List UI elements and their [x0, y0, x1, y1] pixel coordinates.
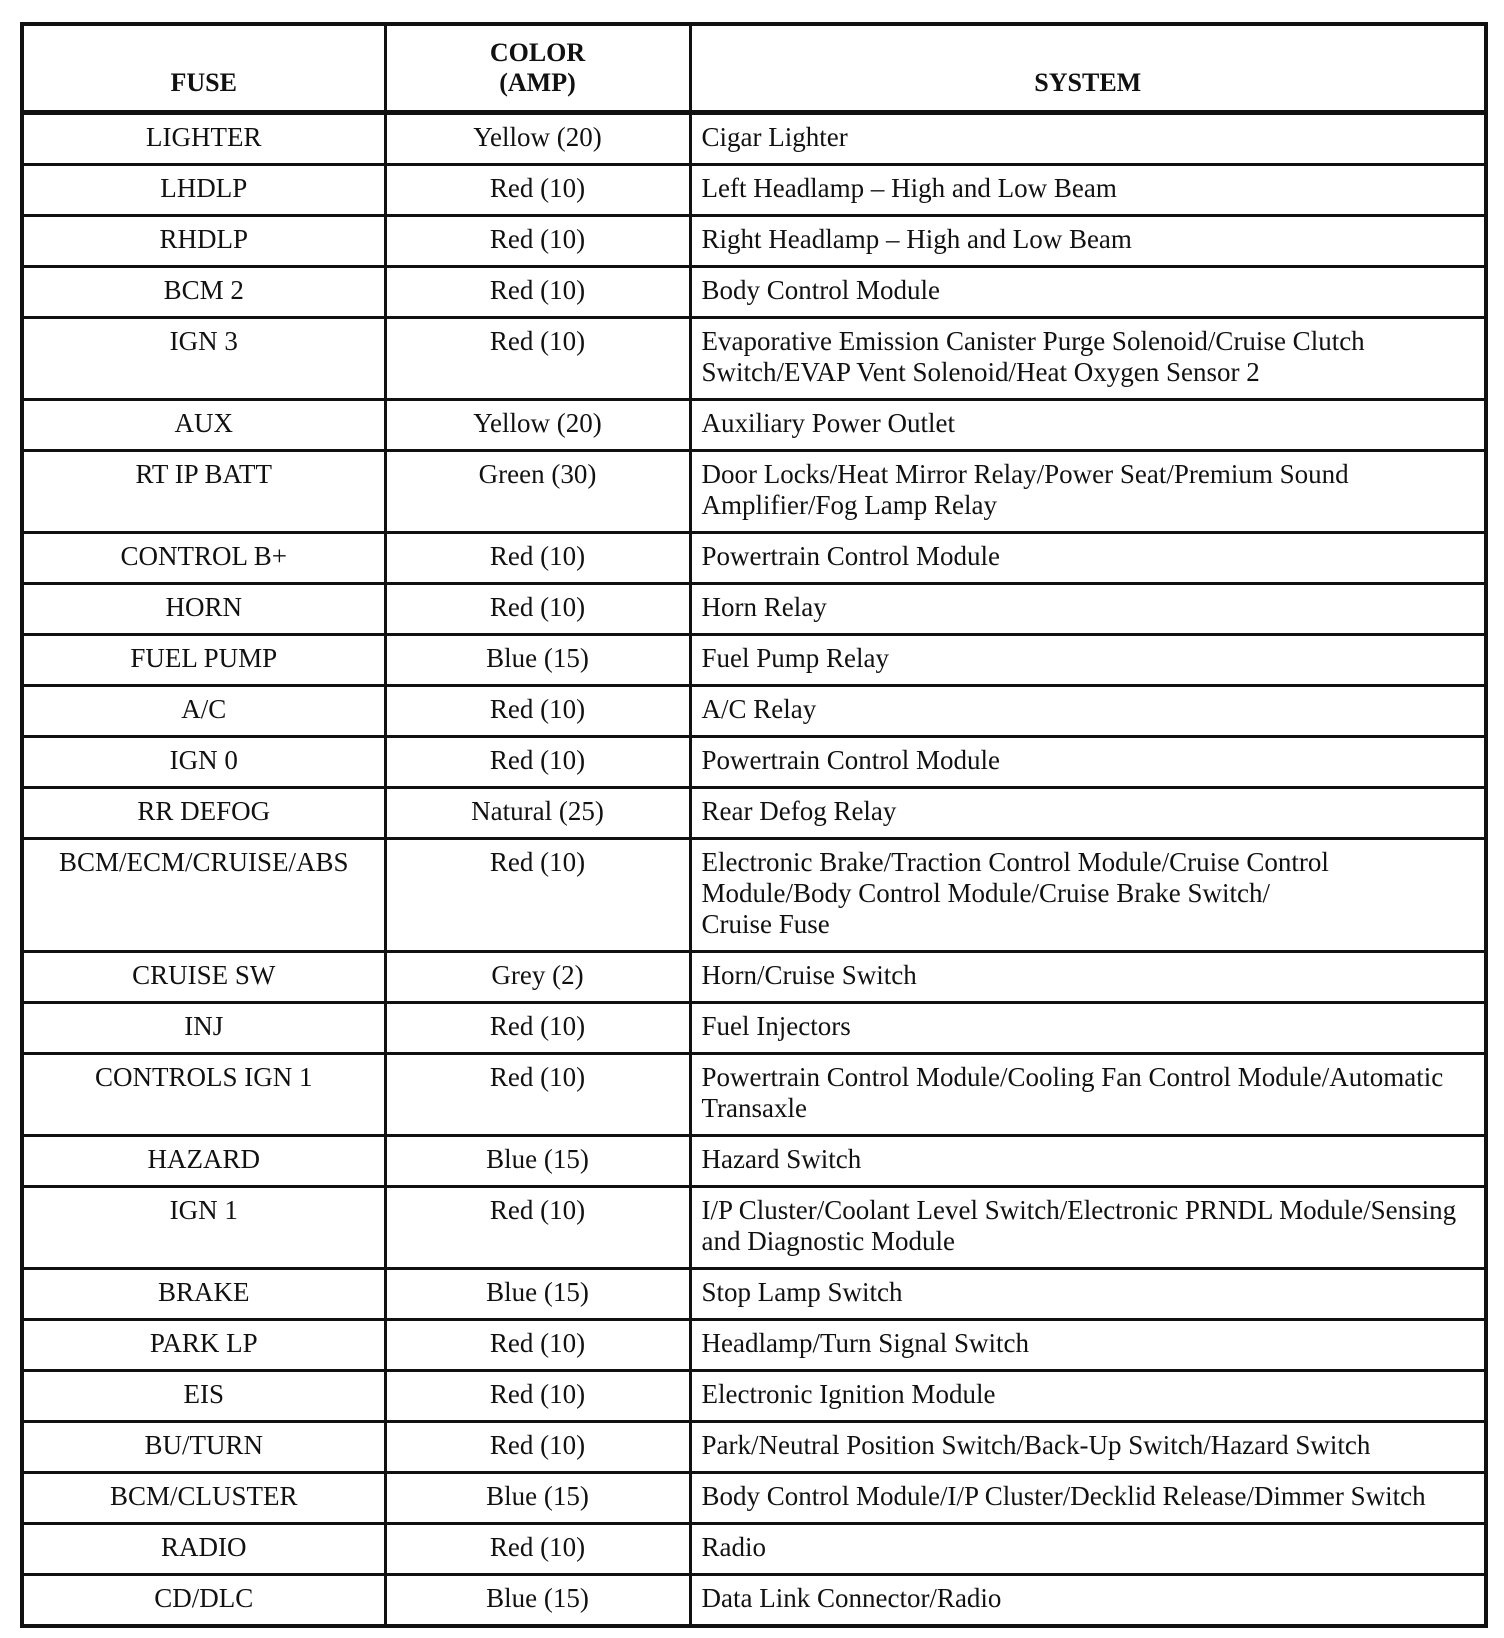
- fuse-cell: AUX: [22, 400, 385, 451]
- system-cell: Right Headlamp – High and Low Beam: [690, 216, 1486, 267]
- system-cell: Powertrain Control Module: [690, 533, 1486, 584]
- fuse-cell: HORN: [22, 584, 385, 635]
- table-row: [22, 737, 1486, 788]
- table-row: [22, 1136, 1486, 1187]
- color-amp-cell: Blue (15): [385, 1269, 690, 1320]
- color-amp-cell: Red (10): [385, 318, 690, 400]
- fuse-cell: BU/TURN: [22, 1422, 385, 1473]
- fuse-cell: HAZARD: [22, 1136, 385, 1187]
- table-row: [22, 839, 1486, 952]
- table-row: [22, 165, 1486, 216]
- system-column-header: [690, 24, 1486, 113]
- system-cell: Park/Neutral Position Switch/Back-Up Switch/Hazard Switch: [690, 1422, 1486, 1473]
- table-row: [22, 686, 1486, 737]
- fuse-cell: IGN 3: [22, 318, 385, 400]
- table-row: [22, 1003, 1486, 1054]
- system-cell: Body Control Module/I/P Cluster/Decklid Release/Dimmer Switch: [690, 1473, 1486, 1524]
- color-amp-cell: Red (10): [385, 165, 690, 216]
- fuse-cell: RT IP BATT: [22, 451, 385, 533]
- color-amp-cell: Blue (15): [385, 635, 690, 686]
- fuse-cell: LIGHTER: [22, 113, 385, 165]
- color-amp-cell: Grey (2): [385, 952, 690, 1003]
- fuse-cell: CONTROL B+: [22, 533, 385, 584]
- table-row: [22, 1422, 1486, 1473]
- system-cell: Fuel Pump Relay: [690, 635, 1486, 686]
- system-cell: Radio: [690, 1524, 1486, 1575]
- fuse-cell: BCM/CLUSTER: [22, 1473, 385, 1524]
- fuse-header-label: FUSE: [170, 68, 237, 97]
- table-row: [22, 1269, 1486, 1320]
- table-row: [22, 788, 1486, 839]
- fuse-cell: CD/DLC: [22, 1575, 385, 1627]
- color-amp-column-header: [385, 24, 690, 113]
- fuse-cell: EIS: [22, 1371, 385, 1422]
- system-cell: Hazard Switch: [690, 1136, 1486, 1187]
- table-header: [22, 24, 1486, 113]
- table-row: [22, 584, 1486, 635]
- fuse-cell: IGN 0: [22, 737, 385, 788]
- color-header-label: COLOR: [489, 38, 586, 67]
- color-amp-cell: Green (30): [385, 451, 690, 533]
- color-amp-cell: Red (10): [385, 267, 690, 318]
- system-cell: Fuel Injectors: [690, 1003, 1486, 1054]
- system-cell: Stop Lamp Switch: [690, 1269, 1486, 1320]
- fuse-cell: LHDLP: [22, 165, 385, 216]
- system-cell: Evaporative Emission Canister Purge Solenoid/Cruise Clutch Switch/EVAP Vent Solenoid/Heat Oxygen Sensor 2: [690, 318, 1486, 400]
- fuse-column-header: [22, 24, 385, 113]
- system-cell: Headlamp/Turn Signal Switch: [690, 1320, 1486, 1371]
- system-cell: Horn/Cruise Switch: [690, 952, 1486, 1003]
- header-row: [22, 24, 1486, 113]
- color-amp-cell: Red (10): [385, 1187, 690, 1269]
- amp-header-label: (AMP): [499, 68, 576, 97]
- system-cell: Door Locks/Heat Mirror Relay/Power Seat/Premium Sound Amplifier/Fog Lamp Relay: [690, 451, 1486, 533]
- system-cell: A/C Relay: [690, 686, 1486, 737]
- table-row: [22, 533, 1486, 584]
- fuse-cell: CRUISE SW: [22, 952, 385, 1003]
- color-amp-cell: Red (10): [385, 1003, 690, 1054]
- fuse-table: [20, 22, 1488, 1628]
- fuse-cell: BCM 2: [22, 267, 385, 318]
- table-row: [22, 451, 1486, 533]
- table-row: [22, 1524, 1486, 1575]
- color-amp-cell: Red (10): [385, 839, 690, 952]
- table-row: [22, 400, 1486, 451]
- color-amp-cell: Natural (25): [385, 788, 690, 839]
- fuse-cell: BRAKE: [22, 1269, 385, 1320]
- color-amp-cell: Blue (15): [385, 1136, 690, 1187]
- fuse-cell: FUEL PUMP: [22, 635, 385, 686]
- fuse-cell: INJ: [22, 1003, 385, 1054]
- table-row: [22, 113, 1486, 165]
- color-amp-cell: Red (10): [385, 1371, 690, 1422]
- color-amp-cell: Yellow (20): [385, 400, 690, 451]
- fuse-cell: IGN 1: [22, 1187, 385, 1269]
- table-row: [22, 1187, 1486, 1269]
- system-cell: Body Control Module: [690, 267, 1486, 318]
- system-cell: Rear Defog Relay: [690, 788, 1486, 839]
- table-body: [22, 113, 1486, 1627]
- table-row: [22, 1371, 1486, 1422]
- table-row: [22, 635, 1486, 686]
- color-amp-cell: Red (10): [385, 686, 690, 737]
- fuse-cell: RR DEFOG: [22, 788, 385, 839]
- color-amp-cell: Yellow (20): [385, 113, 690, 165]
- table-row: [22, 952, 1486, 1003]
- system-cell: Powertrain Control Module: [690, 737, 1486, 788]
- color-amp-cell: Red (10): [385, 533, 690, 584]
- system-cell: Electronic Ignition Module: [690, 1371, 1486, 1422]
- color-amp-cell: Red (10): [385, 1422, 690, 1473]
- system-cell: I/P Cluster/Coolant Level Switch/Electronic PRNDL Module/Sensing and Diagnostic Module: [690, 1187, 1486, 1269]
- system-cell: Electronic Brake/Traction Control Module/Cruise Control Module/Body Control Module/Cruise Brake Switch/ Cruise Fuse: [690, 839, 1486, 952]
- table-row: [22, 318, 1486, 400]
- table-row: [22, 1575, 1486, 1627]
- color-amp-cell: Red (10): [385, 1524, 690, 1575]
- system-header-label: SYSTEM: [1034, 68, 1142, 97]
- fuse-cell: PARK LP: [22, 1320, 385, 1371]
- system-cell: Auxiliary Power Outlet: [690, 400, 1486, 451]
- table-row: [22, 1320, 1486, 1371]
- system-cell: Cigar Lighter: [690, 113, 1486, 165]
- system-cell: Horn Relay: [690, 584, 1486, 635]
- color-amp-cell: Red (10): [385, 737, 690, 788]
- fuse-cell: BCM/ECM/CRUISE/ABS: [22, 839, 385, 952]
- table-row: [22, 1054, 1486, 1136]
- system-cell: Left Headlamp – High and Low Beam: [690, 165, 1486, 216]
- fuse-cell: CONTROLS IGN 1: [22, 1054, 385, 1136]
- fuse-cell: RHDLP: [22, 216, 385, 267]
- color-amp-cell: Blue (15): [385, 1575, 690, 1627]
- fuse-cell: A/C: [22, 686, 385, 737]
- color-amp-cell: Red (10): [385, 216, 690, 267]
- color-amp-cell: Red (10): [385, 1054, 690, 1136]
- color-amp-cell: Red (10): [385, 1320, 690, 1371]
- table-row: [22, 216, 1486, 267]
- system-cell: Powertrain Control Module/Cooling Fan Control Module/Automatic Transaxle: [690, 1054, 1486, 1136]
- color-amp-cell: Blue (15): [385, 1473, 690, 1524]
- table-row: [22, 267, 1486, 318]
- system-cell: Data Link Connector/Radio: [690, 1575, 1486, 1627]
- color-amp-cell: Red (10): [385, 584, 690, 635]
- fuse-cell: RADIO: [22, 1524, 385, 1575]
- table-row: [22, 1473, 1486, 1524]
